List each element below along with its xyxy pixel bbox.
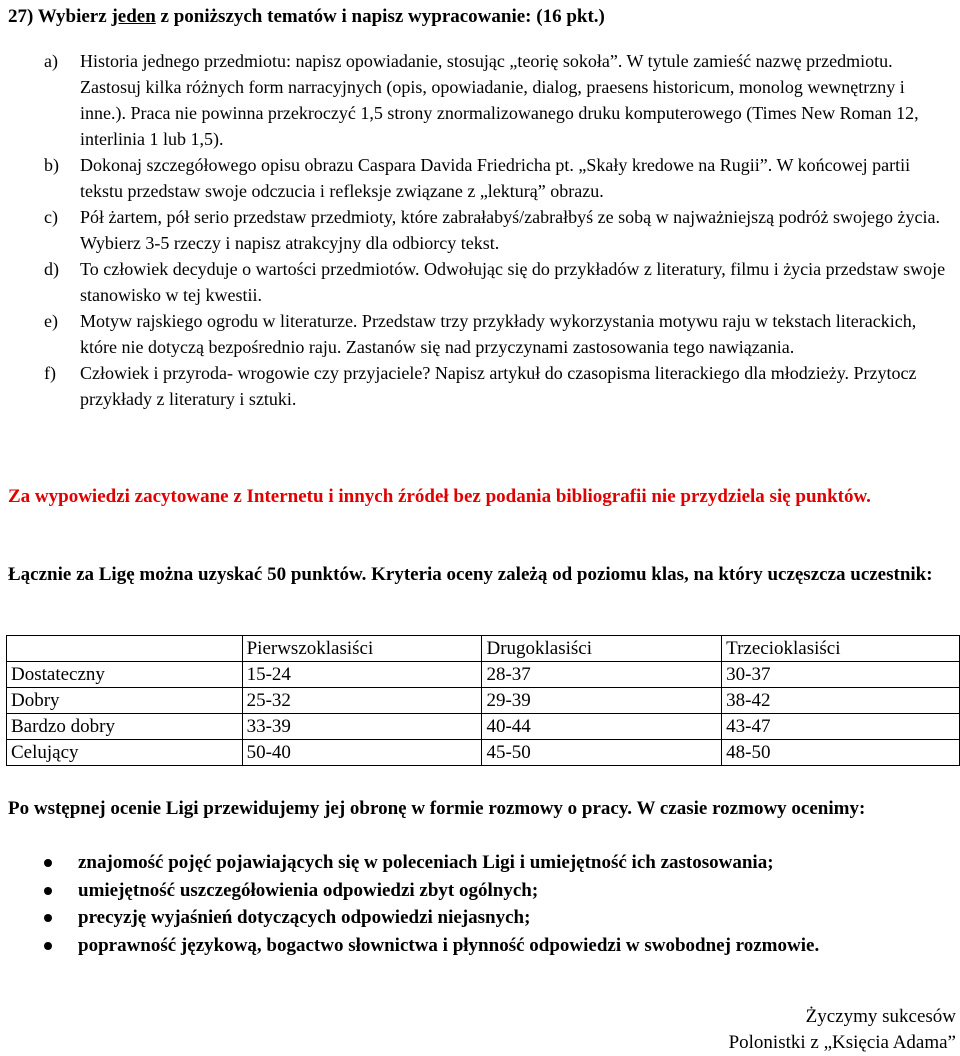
topic-item <box>44 152 950 204</box>
table-cell: 29-39 <box>482 688 722 714</box>
criteria-text: znajomość pojęć pojawiających się w poleceniach Ligi i umiejętność ich zastosowania; <box>78 852 774 873</box>
table-header-cell: Pierwszoklasiści <box>242 636 482 662</box>
topic-text: Historia jednego przedmiotu: napisz opowiadanie, stosując „teorię sokoła”. W tytule zamieść nazwę przedmiotu. Zastosuj kilka różnych form narracyjnych (opis, opowiadanie, dialog, praesens historicum, monolog wewnętrzny i inne.). Praca nie powinna przekroczyć 1,5 strony znormalizowanego druku komputerowego (Times New Roman 12, interlinia 1 lub 1,5). <box>80 51 919 149</box>
table-cell: Dobry <box>7 688 243 714</box>
table-cell: 45-50 <box>482 740 722 766</box>
table-cell: 40-44 <box>482 714 722 740</box>
bullet-icon <box>44 942 52 950</box>
task-heading <box>8 4 948 30</box>
table-row <box>7 740 960 766</box>
table-cell: 30-37 <box>722 662 960 688</box>
signature-line: Polonistki z „Księcia Adama” <box>728 1032 956 1053</box>
topic-text: Dokonaj szczegółowego opisu obrazu Caspara Davida Friedricha pt. „Skały kredowe na Rugii”. W końcowej partii tekstu przedstaw swoje odczucia i refleksje związane z „lekturą” obrazu. <box>80 155 911 201</box>
table-cell: 43-47 <box>722 714 960 740</box>
table-cell: 15-24 <box>242 662 482 688</box>
heading-underlined-word: jeden <box>111 6 156 27</box>
list-item <box>44 877 950 905</box>
table-header-cell <box>7 636 243 662</box>
table-header-cell: Trzecioklasiści <box>722 636 960 662</box>
topic-item <box>44 360 950 412</box>
topic-text: Człowiek i przyroda- wrogowie czy przyjaciele? Napisz artykuł do czasopisma literackiego dla młodzieży. Przytocz przykłady z literatury i sztuki. <box>80 363 917 409</box>
table-row <box>7 662 960 688</box>
topic-text: Pół żartem, pół serio przedstaw przedmioty, które zabrałabyś/zabrałbyś ze sobą w najważniejszą podróż swojego życia. Wybierz 3-5 rzeczy i napisz atrakcyjny dla odbiorcy tekst. <box>80 207 941 253</box>
table-cell: Celujący <box>7 740 243 766</box>
topic-letter: d) <box>44 259 59 279</box>
criteria-text: precyzję wyjaśnień dotyczących odpowiedzi niejasnych; <box>78 907 531 928</box>
bullet-icon <box>44 887 52 895</box>
topic-item <box>44 48 950 152</box>
table-cell: Dostateczny <box>7 662 243 688</box>
topic-letter: e) <box>44 311 58 331</box>
table-header-row <box>7 636 960 662</box>
points-info: Łącznie za Ligę można uzyskać 50 punktów. Kryteria oceny zależą od poziomu klas, na który uczęszcza uczestnik: <box>8 564 933 585</box>
topic-letter: a) <box>44 51 58 71</box>
topic-item <box>44 256 950 308</box>
table-header-cell: Drugoklasiści <box>482 636 722 662</box>
table-cell: 38-42 <box>722 688 960 714</box>
criteria-text: poprawność językową, bogactwo słownictwa i płynność odpowiedzi w swobodnej rozmowie. <box>78 934 820 956</box>
signature-line: Życzymy sukcesów <box>805 1006 956 1027</box>
table-cell: 25-32 <box>242 688 482 714</box>
grading-table <box>6 635 960 766</box>
table-row <box>7 714 960 740</box>
table-cell: 33-39 <box>242 714 482 740</box>
heading-suffix: z poniższych tematów i napisz wypracowanie: (16 pkt.) <box>155 6 605 27</box>
table-cell: 50-40 <box>242 740 482 766</box>
table-cell: 28-37 <box>482 662 722 688</box>
topic-text: Motyw rajskiego ogrodu w literaturze. Przedstaw trzy przykłady wykorzystania motywu raju w tekstach literackich, które nie dotyczą bezpośrednio raju. Zastanów się nad przyczynami zastosowania tego nawiązania. <box>80 311 917 357</box>
topic-letter: f) <box>44 363 56 383</box>
heading-prefix: 27) Wybierz <box>8 6 112 27</box>
table-cell: Bardzo dobry <box>7 714 243 740</box>
table-cell: 48-50 <box>722 740 960 766</box>
bullet-icon <box>44 859 52 867</box>
criteria-text: umiejętność uszczegółowienia odpowiedzi zbyt ogólnych; <box>78 879 539 901</box>
signature <box>729 1004 956 1056</box>
list-item <box>44 932 950 960</box>
list-item <box>44 904 950 932</box>
bullet-icon <box>44 914 52 922</box>
table-row <box>7 688 960 714</box>
list-item <box>44 849 950 877</box>
topic-item <box>44 308 950 360</box>
evaluation-info: Po wstępnej ocenie Ligi przewidujemy jej obronę w formie rozmowy o pracy. W czasie rozmowy ocenimy: <box>8 798 866 819</box>
criteria-list <box>44 849 950 959</box>
topic-list <box>44 48 950 412</box>
topic-letter: c) <box>44 207 58 227</box>
topic-item <box>44 204 950 256</box>
bibliography-warning: Za wypowiedzi zacytowane z Internetu i innych źródeł bez podania bibliografii nie przydziela się punktów. <box>8 486 871 507</box>
topic-text: To człowiek decyduje o wartości przedmiotów. Odwołując się do przykładów z literatury, filmu i życia przedstaw swoje stanowisko w tej kwestii. <box>80 259 946 305</box>
topic-letter: b) <box>44 155 59 175</box>
